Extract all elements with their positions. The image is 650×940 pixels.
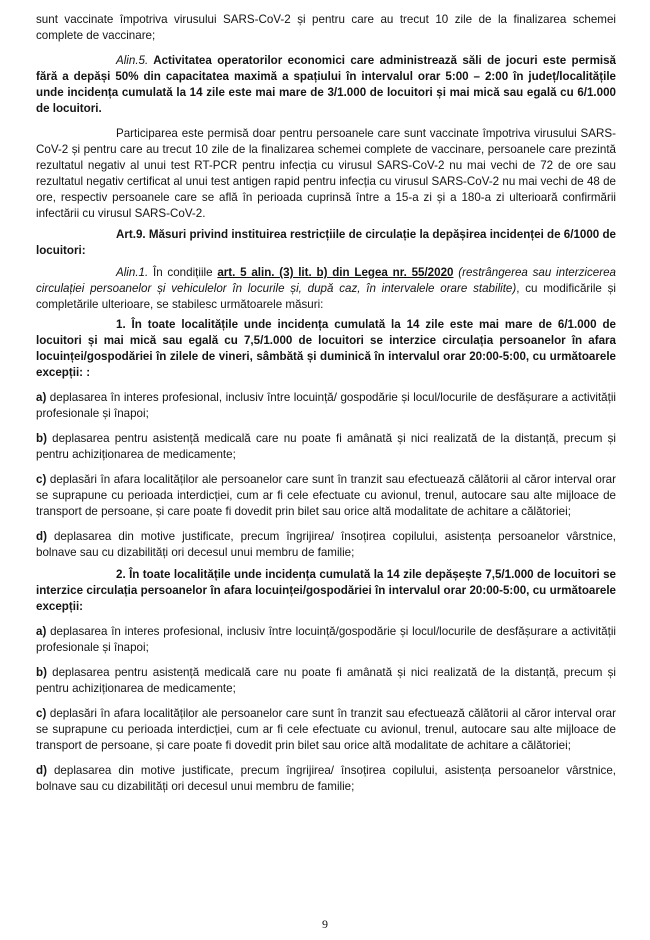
list-1-text-a: deplasarea în interes profesional, inclusiv între locuință/ gospodărie și locul/locurile de desfășurare a activității profesionale și înapoi; [36, 391, 616, 420]
list-2-text-d: deplasarea din motive justificate, precum îngrijirea/ însoțirea copilului, asistența persoanelor vârstnice, bolnave sau cu dizabilități ori decesul unui membru de familie; [36, 764, 616, 793]
list-1-item-b [36, 431, 616, 463]
list-2-item-a [36, 624, 616, 656]
list-2-item-d [36, 763, 616, 795]
list-1-letter-a: a) [36, 391, 47, 404]
list-2-text-c: deplasări în afara localităților ale persoanelor care sunt în tranzit sau efectuează călătorii al căror interval orar se suprapune cu perioada interdicției, cum ar fi cele efectuate cu avionul, trenul, autocare sau alte mijloace de transport de persoane, și care poate fi dovedit prin bilet sau orice altă modalitate de achitare a călătoriei; [36, 707, 616, 752]
alin-1-label: Alin.1. [116, 266, 149, 279]
paragraph-participation: Participarea este permisă doar pentru persoanele care sunt vaccinate împotriva virusului SARS-CoV-2 și pentru care au trecut 10 zile de la finalizarea schemei complete de vaccinare, persoanele care prezintă rezultatul negativ al unui test RT-PCR pentru infecția cu virusul SARS-CoV-2 nu mai vechi de 72 de ore sau rezultatul negativ certificat al unui test antigen rapid pentru infecția cu virusul SARS-CoV-2 nu mai vechi de 48 de ore, respectiv persoanele care se află în perioada cuprinsă între a 15-a zi și a 180-a zi ulterioară confirmării infectării cu virusul SARS-CoV-2. [36, 127, 616, 220]
list-2-item-c [36, 706, 616, 754]
paragraph-vaccinated-continuation: sunt vaccinate împotriva virusului SARS-CoV-2 și pentru care au trecut 10 zile de la finalizarea schemei complete de vaccinare; [36, 13, 616, 42]
point-2-text: 2. În toate localitățile unde incidența cumulată la 14 zile depășește 7,5/1.000 de locuitori se interzice circulația persoanelor în afara locuinței/gospodăriei în intervalul orar 20:00-5:00, cu următoarele excepții: [36, 568, 616, 613]
article-9-heading-text: Art.9. Măsuri privind instituirea restricțiile de circulație la depășirea incidenței de 6/1000 de locuitori: [36, 228, 617, 257]
list-2-text-b: deplasarea pentru asistență medicală care nu poate fi amânată și nici realizată de la distanță, precum și pentru achiziționarea de medicamente; [36, 666, 616, 695]
list-1-letter-b: b) [36, 432, 47, 445]
list-1-text-b: deplasarea pentru asistență medicală care nu poate fi amânată și nici realizată de la distanță, precum și pentru achiziționarea de medicamente; [36, 432, 616, 461]
list-1-letter-c: c) [36, 473, 47, 486]
alin-1-italic: (restrângerea sau interzicerea circulației persoanelor și vehiculelor în locurile și, după caz, în intervalele orare stabilite) [36, 266, 616, 295]
list-2-letter-d: d) [36, 764, 47, 777]
list-1-item-d [36, 529, 616, 561]
alin-5-label: Alin.5. [116, 54, 149, 67]
article-9-heading [36, 227, 616, 259]
list-2-letter-b: b) [36, 666, 47, 679]
list-1-item-c [36, 472, 616, 520]
alin-1-pre: În condițiile [148, 266, 218, 279]
point-1-text: 1. În toate localitățile unde incidența cumulată la 14 zile este mai mare de 6/1.000 de locuitori și mai mică sau egală cu 7,5/1.000 de locuitori se interzice circulația persoanelor în afara locuinței/gospodăriei în zilele de vineri, sâmbătă și duminică în intervalul orar 20:00-5:00, cu următoarele excepții: : [36, 318, 616, 379]
point-1 [36, 317, 616, 381]
list-2-text-a: deplasarea în interes profesional, inclusiv între locuință/gospodărie și locul/locurile de desfășurare a activității profesionale și înapoi; [36, 625, 616, 654]
list-2-item-b [36, 665, 616, 697]
list-2-letter-c: c) [36, 707, 47, 720]
list-1-letter-d: d) [36, 530, 47, 543]
alin-5-text: Activitatea operatorilor economici care administrează săli de jocuri este permisă fără a depăși 50% din capacitatea maximă a spațiului în intervalul orar 5:00 – 2:00 în județ/localitățile unde incidența cumulată la 14 zile este mai mare de 3/1.000 de locuitori și mai mică sau egală cu 6/1.000 de locuitori. [36, 54, 616, 115]
law-reference: art. 5 alin. (3) lit. b) din Legea nr. 55/2020 [217, 266, 454, 279]
point-2 [36, 567, 616, 615]
paragraph-alin-1 [36, 265, 616, 313]
list-1-item-a [36, 390, 616, 422]
paragraph-alin-5 [36, 53, 616, 117]
page-number: 9 [322, 917, 328, 931]
list-1-text-d: deplasarea din motive justificate, precum îngrijirea/ însoțirea copilului, asistența persoanelor vârstnice, bolnave sau cu dizabilități ori decesul unui membru de familie; [36, 530, 616, 559]
alin-1-post: , cu modificările și completările ulterioare, se stabilesc următoarele măsuri: [36, 282, 616, 311]
list-1-text-c: deplasări în afara localităților ale persoanelor care sunt în tranzit sau efectuează călătorii al căror interval orar se suprapune cu perioada interdicției, cum ar fi cele efectuate cu avionul, trenul, autocare sau alte mijloace de transport de persoane, și care poate fi dovedit prin bilet sau orice altă modalitate de achitare a călătoriei; [36, 473, 616, 518]
list-2-letter-a: a) [36, 625, 47, 638]
